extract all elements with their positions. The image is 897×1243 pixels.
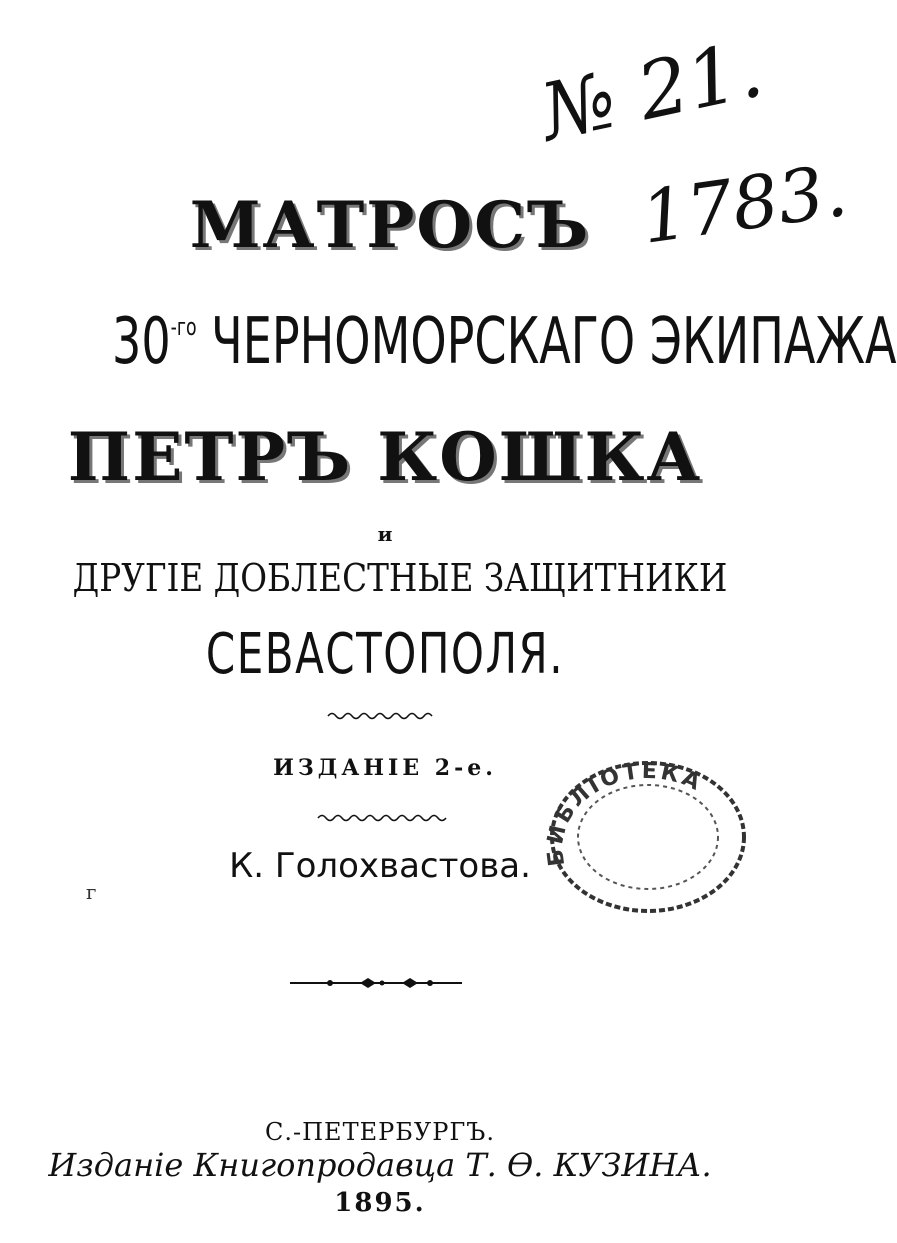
crew-line [112, 305, 897, 379]
crew-name: ЧЕРНОМОРСКАГО ЭКИПАЖА [211, 305, 897, 379]
publisher: Изданіе Книгопродавца Т. Ѳ. КУЗИНА. [48, 1146, 712, 1184]
title-main: МАТРОСЪ [189, 188, 591, 263]
handwritten-number-line2: 1783. [636, 147, 852, 260]
stamp-text: БИБЛІОТЕКА [542, 758, 707, 868]
author: К. Голохвастова. [229, 846, 531, 886]
library-stamp [540, 755, 755, 915]
wavy-divider [328, 710, 432, 722]
publication-year: 1895. [334, 1188, 426, 1218]
crew-number: 30 [112, 305, 171, 379]
place-of-publication: С.-ПЕТЕРБУРГЪ. [265, 1118, 495, 1146]
conjunction: и [377, 522, 393, 546]
subtitle-city: СЕВАСТОПОЛЯ. [205, 622, 565, 687]
edition: ИЗДАНІЕ 2-е. [273, 755, 497, 781]
subtitle-others: ДРУГІЕ ДОБЛЕСТНЫЕ ЗАЩИТНИКИ [72, 556, 728, 600]
stray-mark: г [86, 880, 97, 904]
wavy-divider [318, 812, 446, 824]
handwritten-number-line1: № 21. [533, 24, 771, 159]
svg-text:БИБЛІОТЕКА [543, 759, 707, 868]
hero-name: ПЕТРЪ КОШКА [67, 418, 703, 496]
ornamental-divider [290, 975, 462, 991]
crew-number-suffix: -го [170, 313, 197, 341]
